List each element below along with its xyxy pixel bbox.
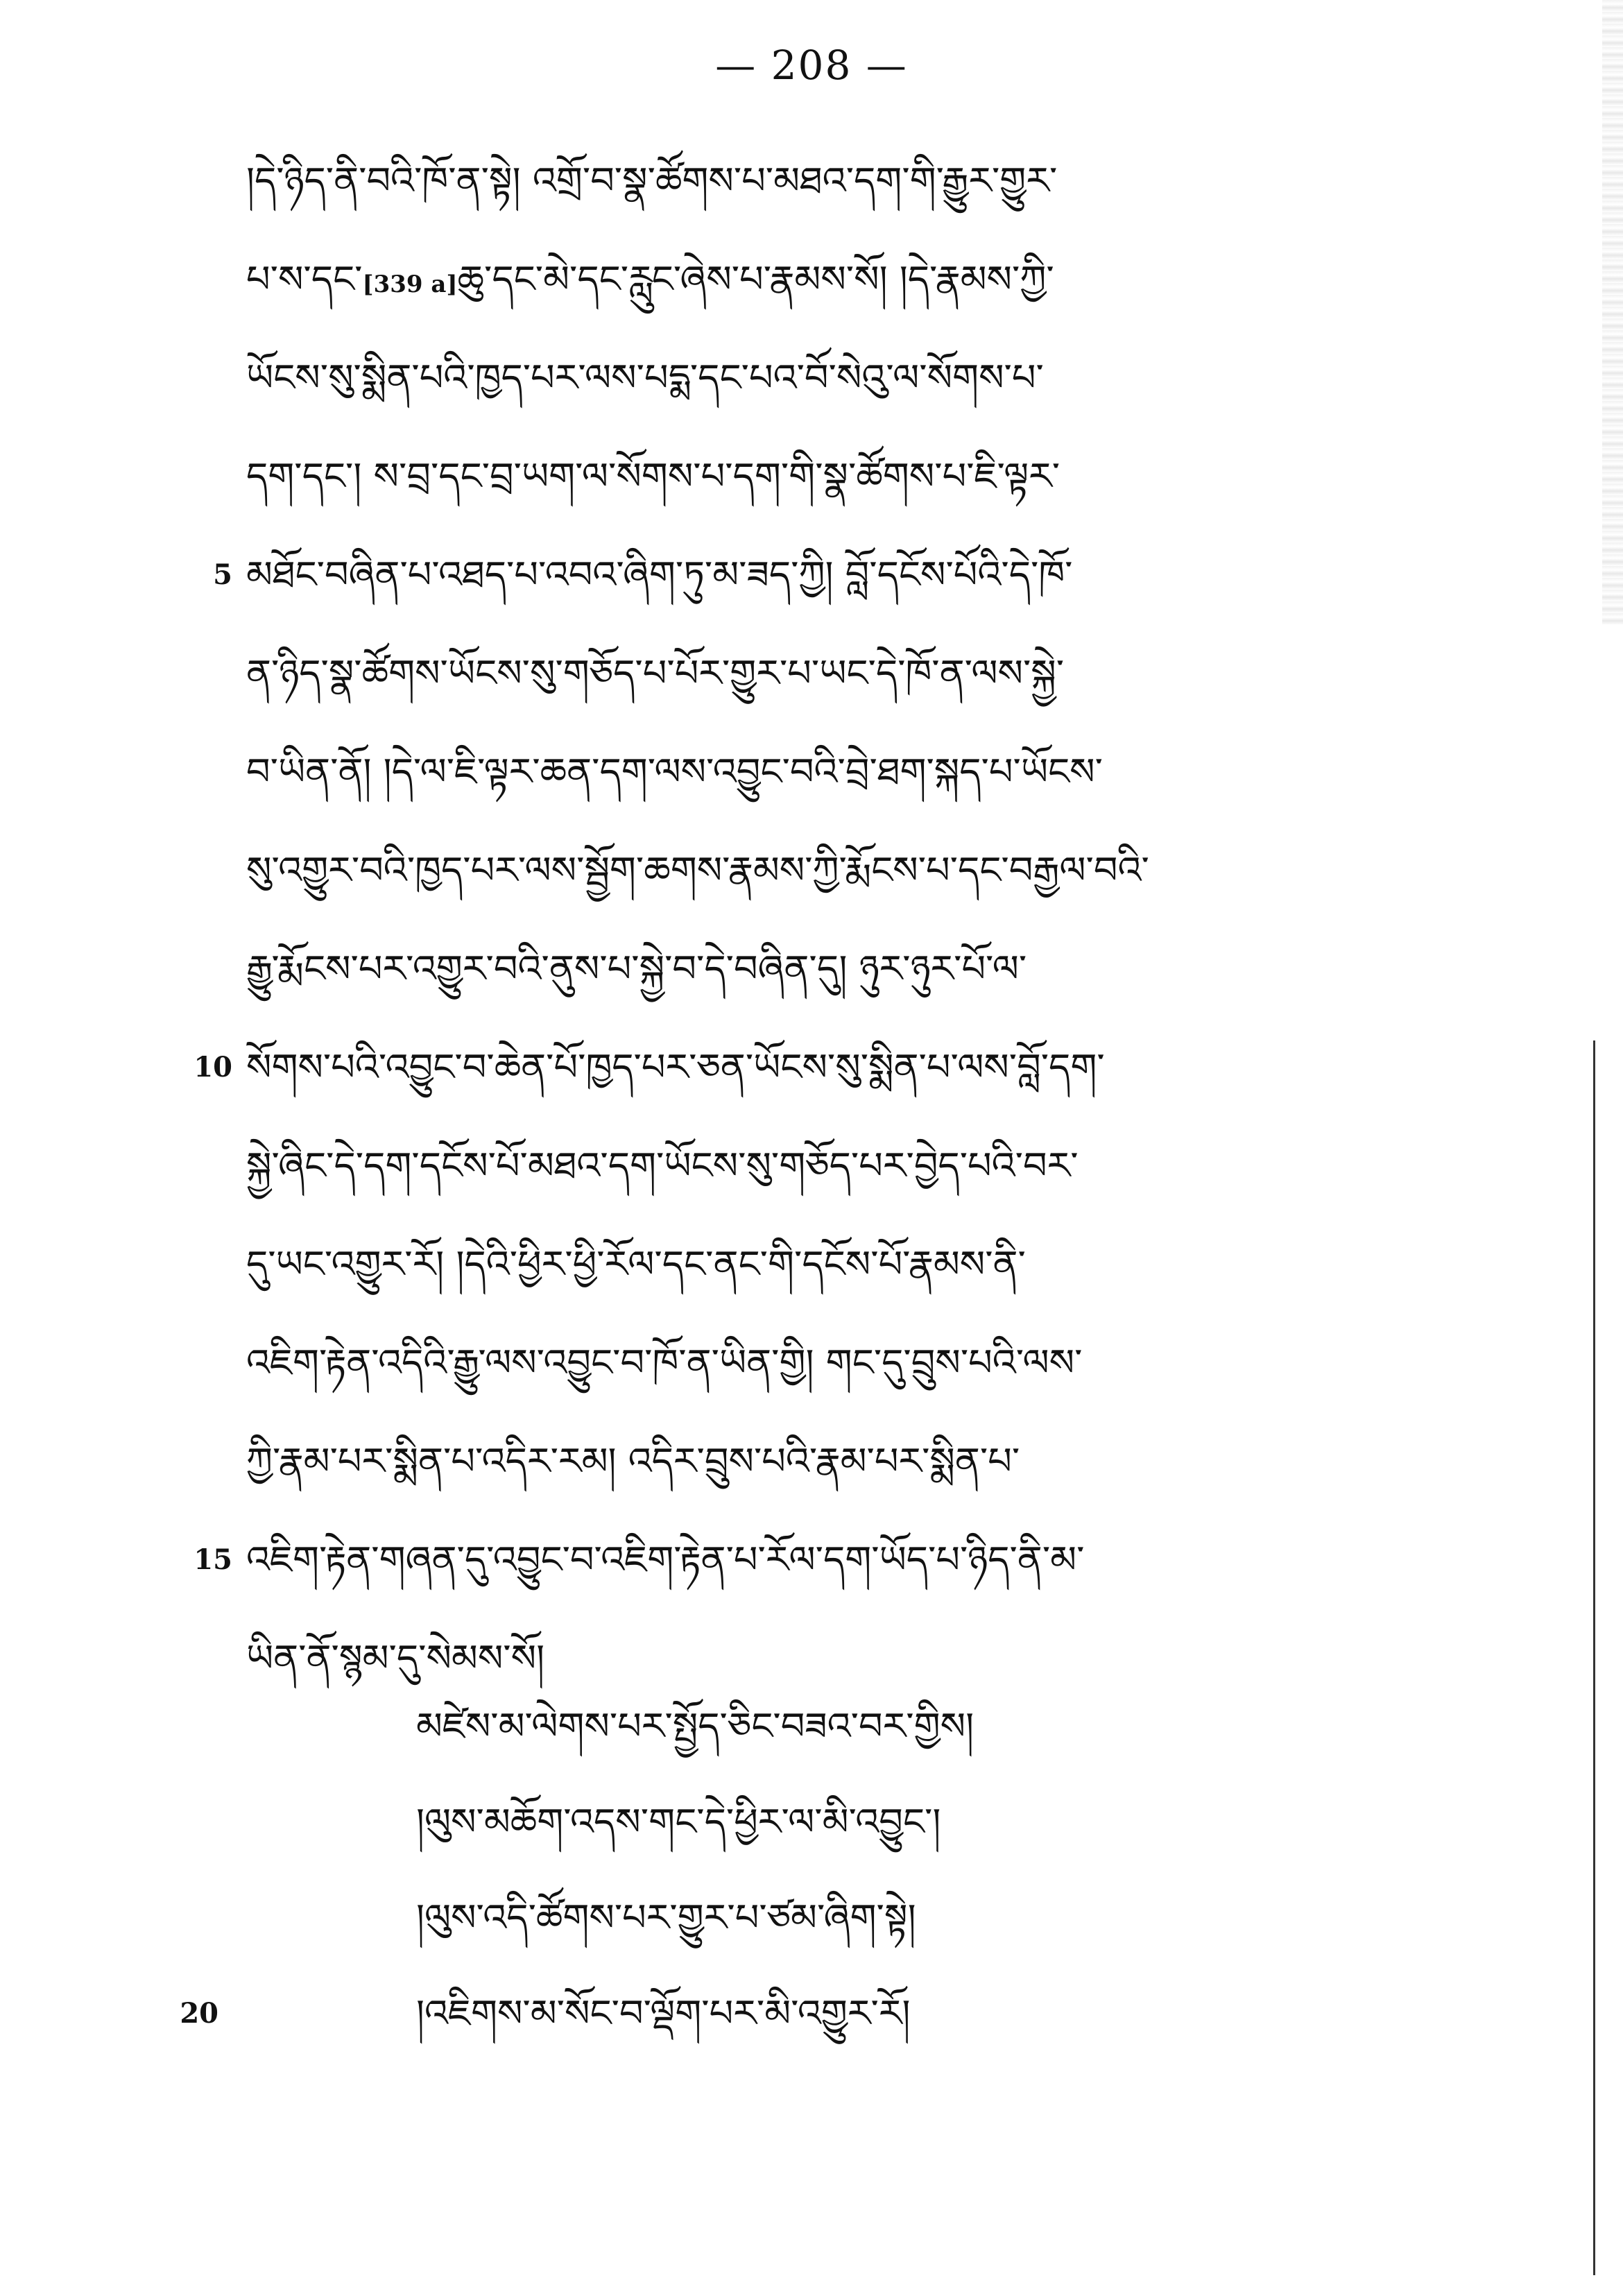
line-text: ན་ཉིད་སྣ་ཚོགས་ཡོངས་སུ་གཅོད་པ་པོར་གྱུར་པ་ཡང་དེ་ཁོ་ན་ལས་སྐྱེ་ bbox=[246, 651, 1065, 695]
line-text: བ་ཡིན་ནོ། །དེ་ལ་ཇི་ལྟར་ཆན་དག་ལས་འབྱུང་བའི་བྲེ་ཐག་སྐད་པ་ཡོངས་ bbox=[246, 750, 1103, 794]
line-text: ཀྱི་རྣམ་པར་སྨིན་པ་འདིར་རམ། འདིར་བྲུས་པའི་རྣམ་པར་སྨིན་པ་ bbox=[246, 1439, 1020, 1483]
line-text: སྐྱེ་ཞིང་དེ་དག་དངོས་པོ་མཐའ་དག་ཡོངས་སུ་གཅོད་པར་བྱེད་པའི་བར་ bbox=[246, 1144, 1079, 1188]
line-text: འཇིག་རྟེན་གཞན་དུ་འབྱུང་བ་འཇིག་རྟེན་པ་རོལ་དག་ཡོད་པ་ཉིད་ནི་མ་ bbox=[246, 1538, 1085, 1582]
text-line bbox=[246, 920, 1467, 1018]
line-text: ཆུ་དང་མེ་དང་རླུང་ཞེས་པ་རྣམས་སོ། །དེ་རྣམས་ཀྱི་ bbox=[457, 257, 1054, 301]
text-line bbox=[194, 1018, 1467, 1117]
line-number: 10 bbox=[194, 1051, 232, 1083]
verse-text: མཛེས་མ་ལེགས་པར་སྤྱོད་ཅིང་བཟའ་བར་གྱིས། bbox=[416, 1704, 974, 1748]
scan-edge-noise bbox=[1602, 0, 1623, 624]
text-line bbox=[246, 427, 1467, 526]
line-text: ཡོངས་སུ་སྨིན་པའི་ཁྱད་པར་ལས་པདྨ་དང་པའ་བོ་སེའུ་ལ་སོགས་པ་ bbox=[246, 356, 1044, 400]
text-line bbox=[246, 1412, 1467, 1511]
text-line bbox=[246, 1215, 1467, 1314]
verse-line bbox=[416, 1679, 1387, 1774]
verse-text: །འཇིགས་མ་སོང་བ་ལྡོག་པར་མི་འགྱུར་རོ། bbox=[416, 1991, 911, 2035]
line-number: 20 bbox=[180, 1997, 218, 2030]
text-line bbox=[246, 329, 1467, 427]
line-text: །དེ་ཉིད་ནི་བའི་ཁོ་ན་སྟེ། འགྲོ་བ་སྣ་ཚོགས་པ་མཐའ་དག་གི་རྒྱུར་གྱུར་ bbox=[246, 159, 1058, 203]
verse-text: །ལུས་མཆོག་འདས་གང་དེ་ཕྱིར་ལ་མི་འབྱུང་། bbox=[416, 1800, 941, 1844]
text-line bbox=[246, 1314, 1467, 1412]
line-text: པ་ས་དང་ bbox=[246, 257, 363, 301]
verse-text: །ལུས་འདི་ཚོགས་པར་གྱུར་པ་ཙམ་ཞིག་སྟེ། bbox=[416, 1896, 916, 1939]
text-line bbox=[246, 723, 1467, 821]
verse-line bbox=[180, 1966, 1387, 2062]
line-text: ཡིན་ནོ་སྙམ་དུ་སེམས་སོ། bbox=[246, 1636, 545, 1680]
text-line bbox=[246, 230, 1467, 329]
text-line bbox=[246, 624, 1467, 723]
line-text: སོགས་པའི་འབྱུང་བ་ཆེན་པོ་ཁྱད་པར་ཅན་ཡོངས་སུ་སྨིན་པ་ལས་བློ་དག་ bbox=[246, 1045, 1105, 1089]
line-text: དག་དང་། ས་བྲ་དང་བྲ་ཡག་ལ་སོགས་པ་དག་གི་སྣ་ཚོགས་པ་ཇི་ལྟར་ bbox=[246, 454, 1060, 498]
text-line bbox=[246, 821, 1467, 920]
text-line bbox=[246, 1117, 1467, 1215]
line-text: སུ་འགྱུར་བའི་ཁྱད་པར་ལས་སྦྱོག་ཆགས་རྣམས་ཀྱི་རྨོངས་པ་དང་བརྒྱལ་བའི་ bbox=[246, 848, 1149, 892]
page-edge-rule bbox=[1593, 1040, 1595, 2275]
verse-line bbox=[416, 1774, 1387, 1870]
line-text: མཐོང་བཞིན་པ་འཐད་པ་འབའ་ཞིག་ཏུ་མ་ཟད་ཀྱི། བློ་དངོས་པོའི་དེ་ཁོ་ bbox=[246, 553, 1073, 597]
prose-body bbox=[194, 132, 1467, 1708]
verse-line bbox=[416, 1870, 1387, 1966]
text-line bbox=[246, 132, 1467, 230]
page-number: — 208 — bbox=[715, 42, 908, 89]
line-text: རྒྱུ་རྨོངས་པར་འགྱུར་བའི་ནུས་པ་སྐྱེ་བ་དེ་བཞིན་དུ། ཉུར་ཉུར་པོ་ལ་ bbox=[246, 947, 1027, 991]
line-number: 5 bbox=[213, 558, 232, 591]
text-line bbox=[194, 1511, 1467, 1609]
text-line bbox=[213, 526, 1467, 624]
line-number: 15 bbox=[194, 1543, 232, 1576]
folio-reference: [339 a] bbox=[362, 271, 458, 298]
line-text: དུ་ཡང་འགྱུར་རོ། །དེའི་ཕྱིར་ཕྱི་རོལ་དང་ནང་གི་དངོས་པོ་རྣམས་ནི་ bbox=[246, 1242, 1026, 1286]
verse-block bbox=[180, 1679, 1387, 2062]
line-text: འཇིག་རྟེན་འདིའི་རྒྱུ་ལས་འབྱུང་བ་ཁོ་ན་ཡིན་གྱི། གང་དུ་བྲུས་པའི་ལས་ bbox=[246, 1341, 1083, 1385]
